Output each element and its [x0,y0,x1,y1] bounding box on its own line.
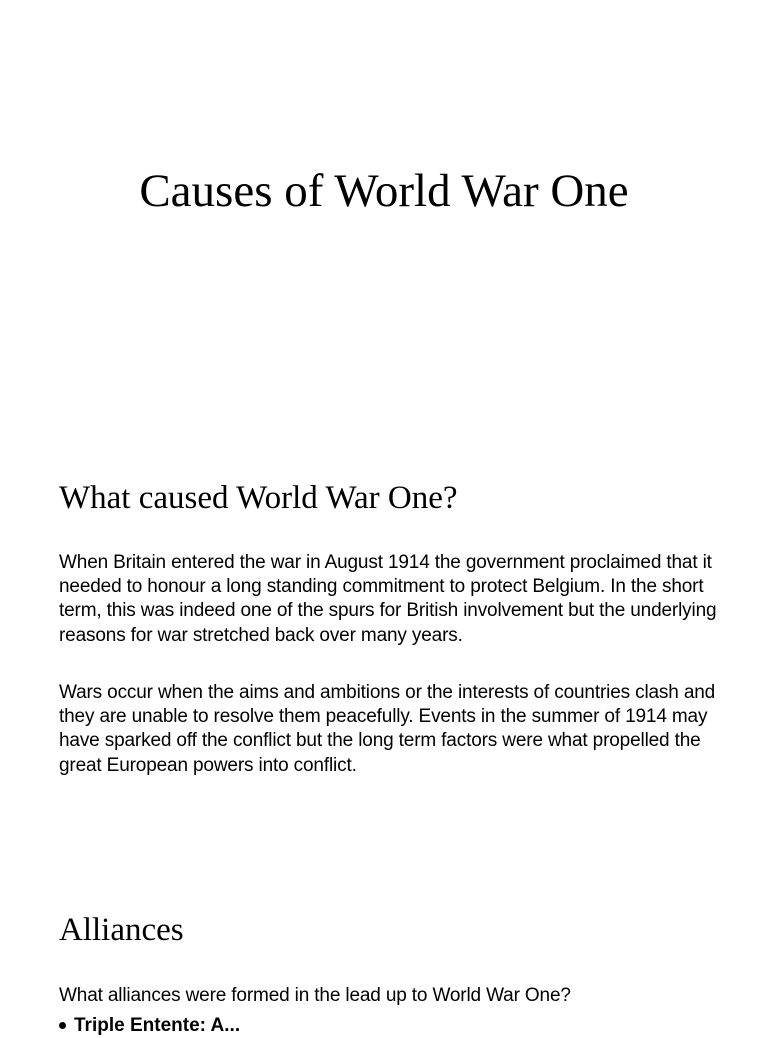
body-paragraph: Wars occur when the aims and ambitions or the interests of countries clash and they are unable to resolve them peacefully. Events in the summer of 1914 may have sparked off the conflict but the long term factors were what propelled the great European powers into conflict. [59,682,716,776]
body-paragraph: What alliances were formed in the lead up to World War One? [59,985,571,1006]
cutoff-bullet-item [59,1014,679,1038]
bullet-text: Triple Entente: A... [74,1015,241,1036]
page-title: Causes of World War One [139,165,629,217]
bullet-icon [59,1022,66,1029]
body-paragraph: When Britain entered the war in August 1914 the government proclaimed that it needed to honour a long standing commitment to protect Belgium. In the short term, this was indeed one of the spurs for British involvement but the underlying reasons for war stretched back over many years. [59,552,717,646]
section-heading-alliances: Alliances [59,912,184,948]
section-heading-what-caused: What caused World War One? [59,480,458,516]
